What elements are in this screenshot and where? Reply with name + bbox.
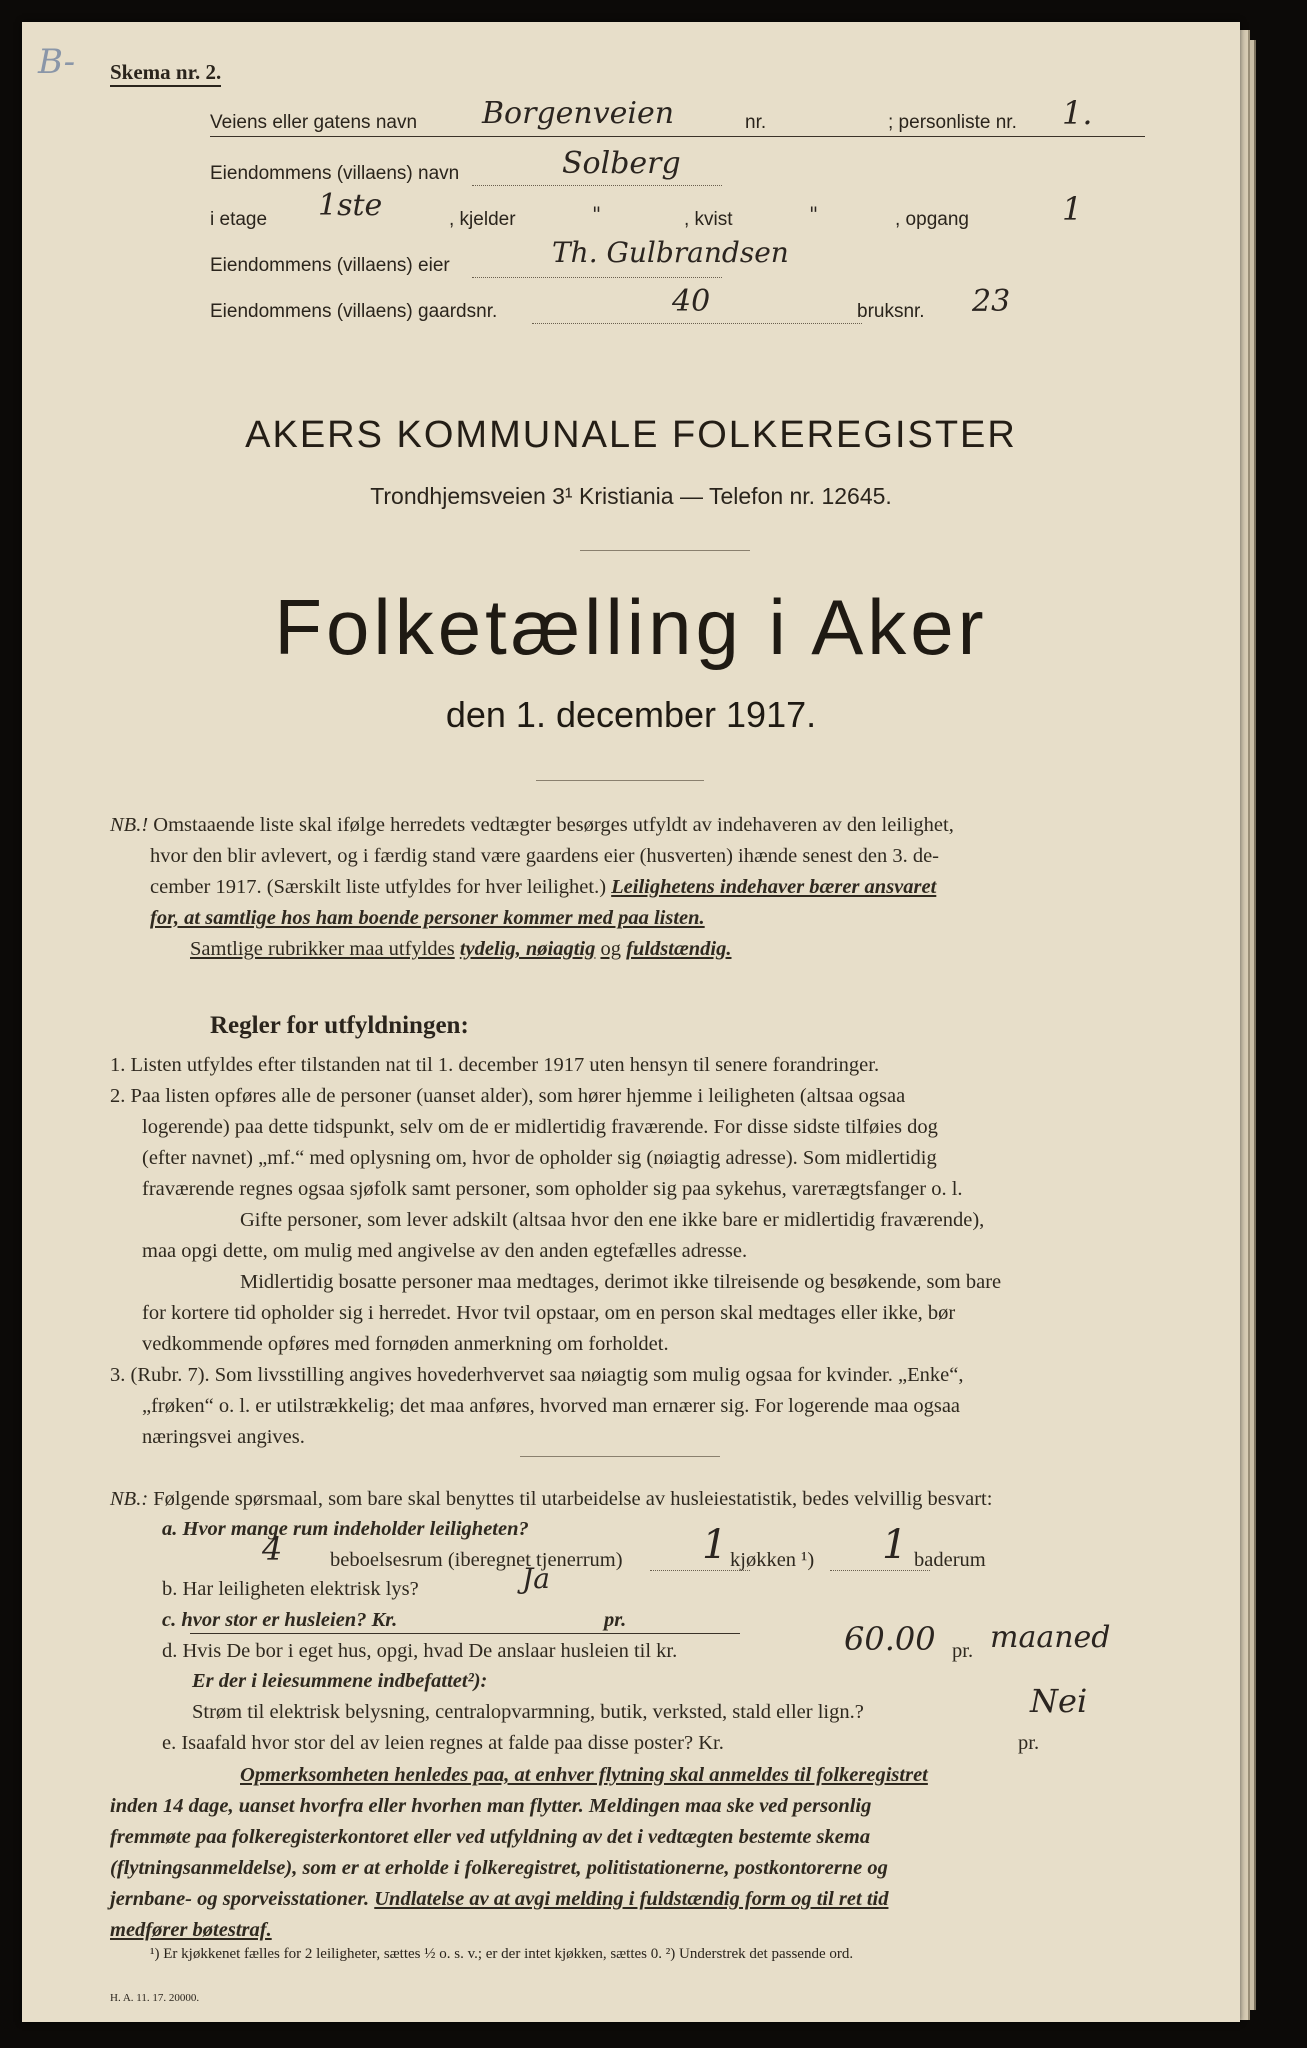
nb-emphasis: tydelig, nøiagtig: [459, 938, 596, 960]
owner-label: Eiendommens (villaens) eier: [210, 255, 450, 276]
farm-label: Eiendommens (villaens) gaardsnr.: [210, 301, 498, 322]
rule-item: 2. Paa listen opføres alle de personer (uanset alder), som hører hjemme i leiligheten (altsaa ogsaa: [110, 1085, 906, 1107]
notice-line: fremmøte paa folkeregisterkontoret eller ved utfyldning av det i vedtægten bestemte skema: [110, 1826, 871, 1848]
bath-label: baderum: [914, 1549, 986, 1571]
cellar-label: , kjelder: [449, 209, 516, 230]
farm-value[interactable]: 40: [672, 284, 711, 319]
notice-line: inden 14 dage, uanset hvorfra eller hvorhen man flytter. Meldingen maa ske ved personlig: [110, 1795, 872, 1817]
own-house-rent-value[interactable]: 60.00: [844, 1620, 936, 1658]
property-name-dots: [472, 185, 722, 186]
notice-line: jernbane- og sporveisstationer.: [110, 1888, 370, 1910]
rule-item: logerende) paa dette tidspunkt, selv om de er midlertidig fraværende. For disse sidste tilføies dog: [142, 1116, 938, 1138]
notice-line: (flytningsanmeldelse), som er at erholde i folkeregistret, politistationerne, postkontorerne og: [110, 1857, 888, 1879]
nb-notice-1: [110, 810, 1200, 965]
office-name: AKERS KOMMUNALE FOLKEREGISTER: [245, 414, 1017, 456]
nb-emphasis: Leilighetens indehaver bærer ansvaret: [611, 876, 937, 898]
rules-heading: Regler for utfyldningen:: [210, 1012, 469, 1039]
cellar-value[interactable]: ": [592, 202, 602, 226]
notice-emphasis: medfører bøtestraf.: [110, 1919, 272, 1941]
entrance-value[interactable]: 1: [1062, 190, 1083, 228]
rule-item: Gifte personer, som lever adskilt (altsaa hvor den ene ikke bare er midlertidig fraværende),: [240, 1209, 985, 1231]
owner-value[interactable]: Th. Gulbrandsen: [552, 236, 789, 269]
rule-item: maa opgi dette, om mulig med angivelse av den anden egtefælles adresse.: [142, 1240, 748, 1262]
rule-item: 3. (Rubr. 7). Som livsstilling angives hovederhvervet saa nøiagtig som mulig ogsaa for kvinder. „Enke“,: [110, 1364, 964, 1386]
nr-label: nr.: [745, 112, 767, 133]
nb-emphasis: fuldstændig.: [626, 938, 732, 960]
print-code: H. A. 11. 17. 20000.: [110, 1992, 200, 2004]
rules-list: [110, 1050, 1210, 1453]
owner-dots: [472, 277, 722, 278]
question-c-underline: [190, 1633, 740, 1634]
rent-intro: [110, 1484, 1210, 1515]
nb-line: Samtlige rubrikker maa utfyldes: [190, 938, 455, 960]
nb-line: cember 1917. (Særskilt liste utfyldes for hver leilighet.): [150, 876, 607, 898]
rooms-value[interactable]: 4: [262, 1530, 283, 1568]
question-d: d. Hvis De bor i eget hus, opgi, hvad De anslaar husleien til kr.: [162, 1640, 678, 1662]
street-underline: [210, 136, 1145, 137]
rule-item: Midlertidig bosatte personer maa medtages, derimot ikke tilreisende og besøkende, som bare: [240, 1271, 1002, 1293]
nb-label: NB.!: [110, 814, 149, 836]
question-d-included: Er der i leiesummene indbefattet²):: [192, 1670, 488, 1692]
nb2-intro-text: Følgende spørsmaal, som bare skal benyttes til utarbeidelse av husleiestatistik, bedes velvillig besvart:: [153, 1488, 993, 1510]
nb-line: hvor den blir avlevert, og i færdig stand være gaardens eier (husverten) ihænde senest den 3. de-: [150, 845, 940, 867]
question-e-per-label: pr.: [1018, 1732, 1040, 1754]
census-form-page: [22, 22, 1240, 2022]
divider: [580, 550, 750, 551]
schema-number: Skema nr. 2.: [110, 60, 221, 87]
nb-line: Omstaaende liste skal ifølge herredets vedtægter besørges utfyldt av indehaveren av den leilighet,: [153, 814, 954, 836]
rule-item: vedkommende opføres med fornøden anmerkning om forholdet.: [142, 1333, 669, 1355]
electric-value[interactable]: Ja: [522, 1562, 550, 1595]
nb-line: og: [600, 938, 621, 960]
rule-item: næringsvei angives.: [142, 1426, 305, 1448]
own-house-per-label: pr.: [952, 1640, 974, 1662]
farm-dots: [532, 323, 862, 324]
rule-item: 1. Listen utfyldes efter tilstanden nat til 1. december 1917 uten hensyn til senere forandringer.: [110, 1054, 880, 1076]
included-value[interactable]: Nei: [1030, 1682, 1088, 1720]
question-b: b. Har leiligheten elektrisk lys?: [162, 1578, 419, 1600]
bath-value[interactable]: 1: [882, 1522, 908, 1568]
notice-emphasis: Undlatelse av at avgi melding i fuldstændig form og til ret tid: [374, 1888, 889, 1910]
form-title: Folketælling i Aker: [274, 583, 988, 671]
rule-item: for kortere tid opholder sig i herredet. Hvor tvil opstaar, om en person skal medtages eller ikke, bør: [142, 1302, 956, 1324]
rent-per-label: pr.: [604, 1609, 627, 1631]
attic-value[interactable]: ": [809, 202, 819, 226]
street-label: Veiens eller gatens navn: [210, 112, 418, 133]
property-name-value[interactable]: Solberg: [562, 146, 681, 181]
attic-label: , kvist: [684, 209, 733, 230]
entrance-label: , opgang: [895, 209, 969, 230]
rooms-label: beboelsesrum (iberegnet tjenerrum): [330, 1549, 623, 1571]
kitchen-value[interactable]: 1: [702, 1522, 728, 1568]
moving-notice: [110, 1760, 1210, 1946]
bruk-value[interactable]: 23: [972, 284, 1011, 319]
street-value[interactable]: Borgenveien: [482, 96, 675, 131]
form-date: den 1. december 1917.: [445, 694, 817, 735]
rule-item: „frøken“ o. l. er utilstrækkelig; det maa anføres, hvorved man ernærer sig. For logerende maa ogsaa: [142, 1395, 961, 1417]
question-d-items: Strøm til elektrisk belysning, centralopvarmning, butik, verksted, stald eller lign.?: [192, 1701, 864, 1723]
own-house-period-value[interactable]: maaned: [990, 1620, 1111, 1655]
person-list-label: ; personliste nr.: [888, 112, 1017, 133]
divider: [520, 1456, 720, 1457]
rule-item: fraværende regnes ogsaa sjøfolk samt personer, som opholder sig paa sykehus, vareтægtsfanger o. l.: [142, 1178, 963, 1200]
nb2-label: NB.:: [110, 1488, 149, 1510]
question-a: a. Hvor mange rum indeholder leiligheten?: [162, 1518, 529, 1540]
question-e: e. Isaafald hvor stor del av leien regnes at falde paa disse poster? Kr.: [162, 1732, 724, 1754]
floor-value[interactable]: 1ste: [318, 188, 383, 223]
floor-label: i etage: [210, 209, 268, 230]
kitchen-label: kjøkken ¹): [730, 1549, 815, 1571]
footnotes: ¹) Er kjøkkenet fælles for 2 leiligheter, sættes ½ o. s. v.; er der intet kjøkken, sættes 0. ²) Understrek det passende ord.: [150, 1946, 854, 1962]
rule-item: (efter navnet) „mf.“ med oplysning om, hvor de opholder sig (nøiagtig adresse). Som midlertidig: [142, 1147, 937, 1169]
bruk-label: bruksnr.: [857, 301, 925, 322]
property-name-label: Eiendommens (villaens) navn: [210, 163, 460, 184]
corner-pencil-mark: B-: [38, 42, 76, 82]
person-list-value[interactable]: 1.: [1062, 94, 1093, 132]
notice-line: Opmerksomheten henledes paa, at enhver flytning skal anmeldes til folkeregistret: [240, 1764, 928, 1786]
office-address: Trondhjemsveien 3¹ Kristiania — Telefon nr. 12645.: [370, 483, 892, 509]
divider: [536, 780, 704, 781]
nb-emphasis: for, at samtlige hos ham boende personer kommer med paa listen.: [150, 907, 705, 929]
question-c: c. hvor stor er husleien? Kr.: [162, 1609, 398, 1631]
